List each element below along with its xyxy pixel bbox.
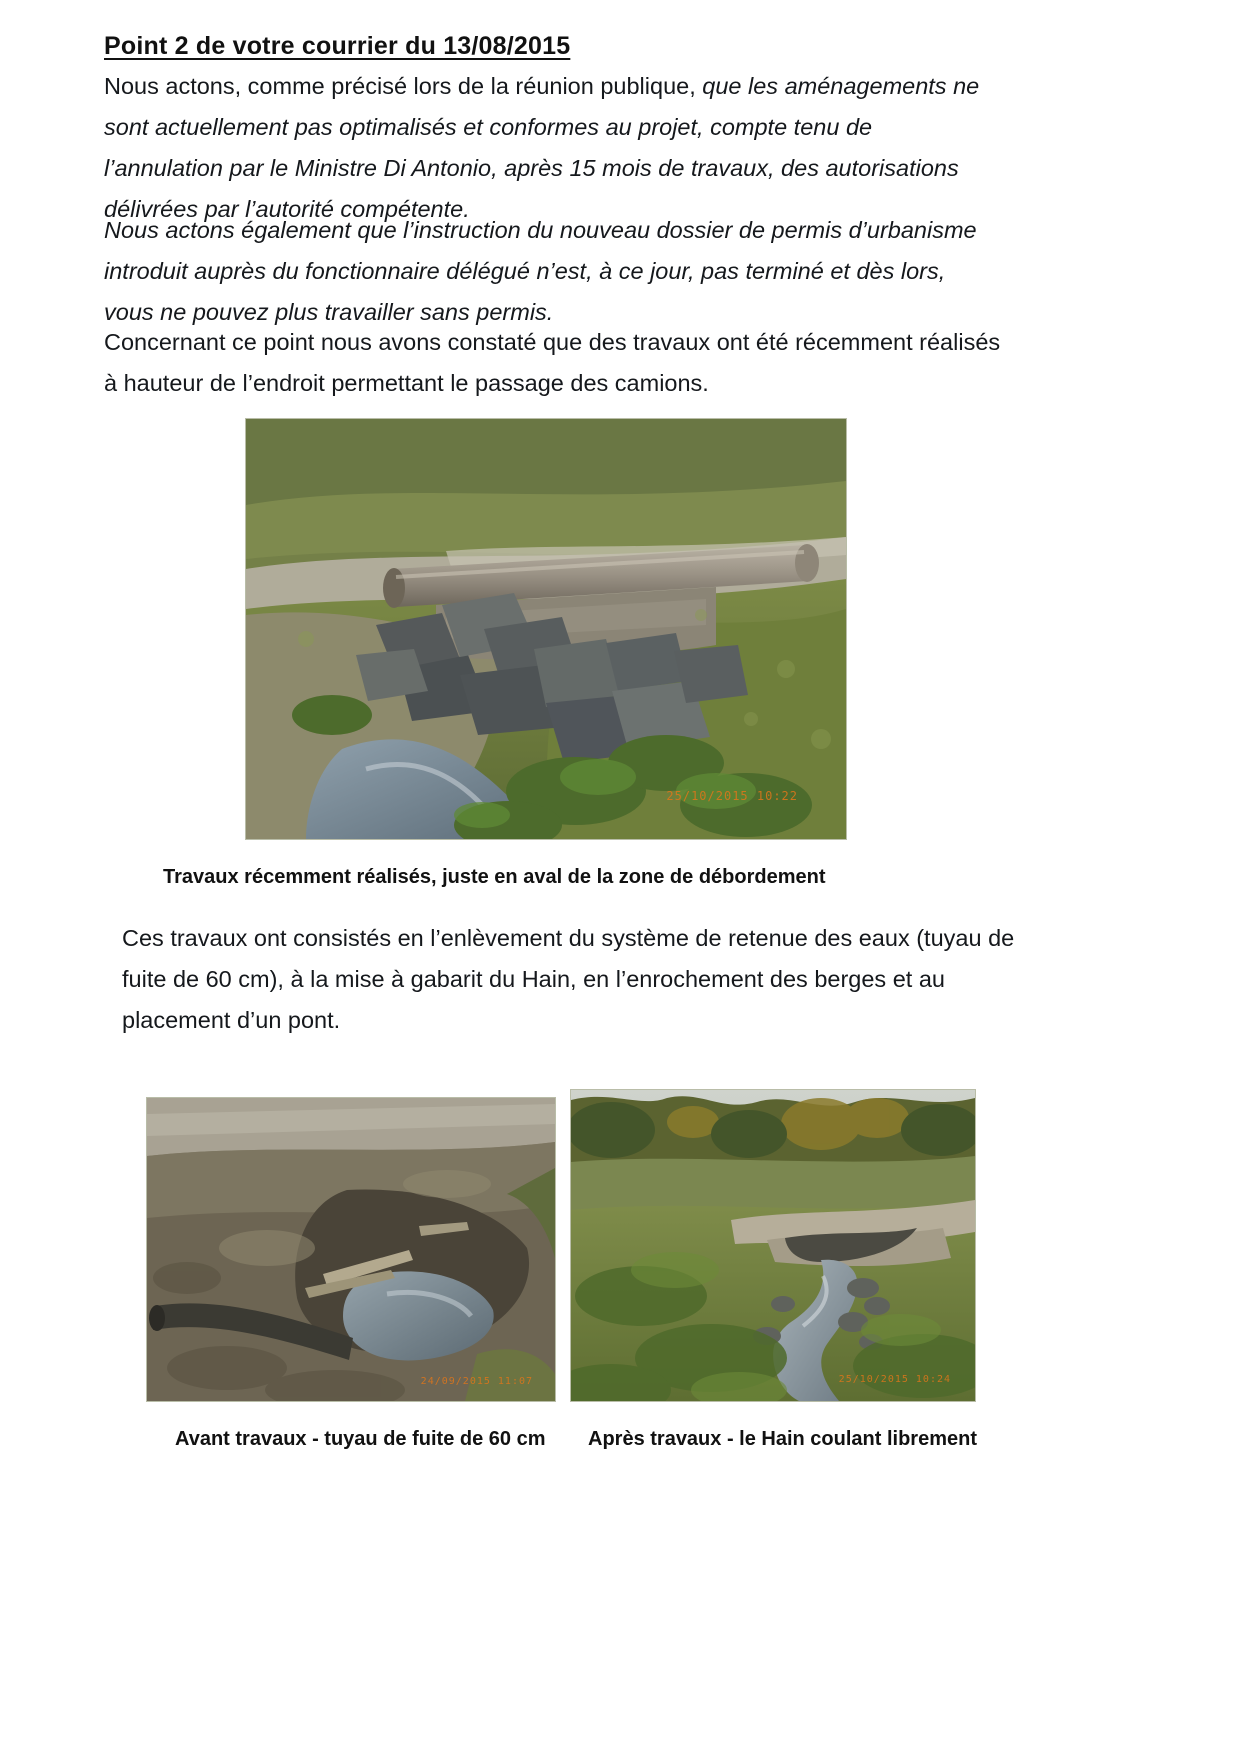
figure-before-works (146, 1097, 556, 1402)
figure-after-works (570, 1089, 976, 1402)
paragraph-1-plain: Nous actons, comme précisé lors de la réunion publique, (104, 73, 703, 99)
paragraph-1-italic: que les aménagements ne sont actuellement pas optimalisés et conformes au projet, compte tenu de l’annulation par le Ministre Di Antonio, après 15 mois de travaux, des autorisations délivrées par l’autorité compétente. (104, 73, 980, 222)
page-title: Point 2 de votre courrier du 13/08/2015 (104, 32, 571, 60)
photo-timestamp: 25/10/2015 10:22 (666, 789, 798, 803)
figure-after-works-caption: Après travaux - le Hain coulant librement (588, 1428, 977, 1450)
paragraph-1 (104, 66, 984, 230)
photo-timestamp: 24/09/2015 11:07 (420, 1376, 533, 1387)
figure-works-downstream-caption: Travaux récemment réalisés, juste en aval de la zone de débordement (163, 866, 826, 888)
paragraph-3: Concernant ce point nous avons constaté que des travaux ont été récemment réalisés à hauteur de l’endroit permettant le passage des camions. (104, 329, 1001, 396)
photo-before-works (147, 1098, 555, 1401)
photo-after-works (571, 1090, 975, 1401)
paragraph-2: Nous actons également que l’instruction du nouveau dossier de permis d’urbanisme introduit auprès du fonctionnaire délégué n’est, à ce jour, pas terminé et dès lors, vous ne pouvez plus travailler sans permis. (104, 217, 977, 325)
photo-works-downstream (246, 419, 846, 839)
paragraph-4: Ces travaux ont consistés en l’enlèvement du système de retenue des eaux (tuyau de fuite de 60 cm), à la mise à gabarit du Hain, en l’enrochement des berges et au placement d’un pont. (122, 925, 1015, 1033)
photo-timestamp: 25/10/2015 10:24 (838, 1374, 951, 1385)
figure-works-downstream (245, 418, 847, 840)
figure-before-works-caption: Avant travaux - tuyau de fuite de 60 cm (175, 1428, 546, 1450)
